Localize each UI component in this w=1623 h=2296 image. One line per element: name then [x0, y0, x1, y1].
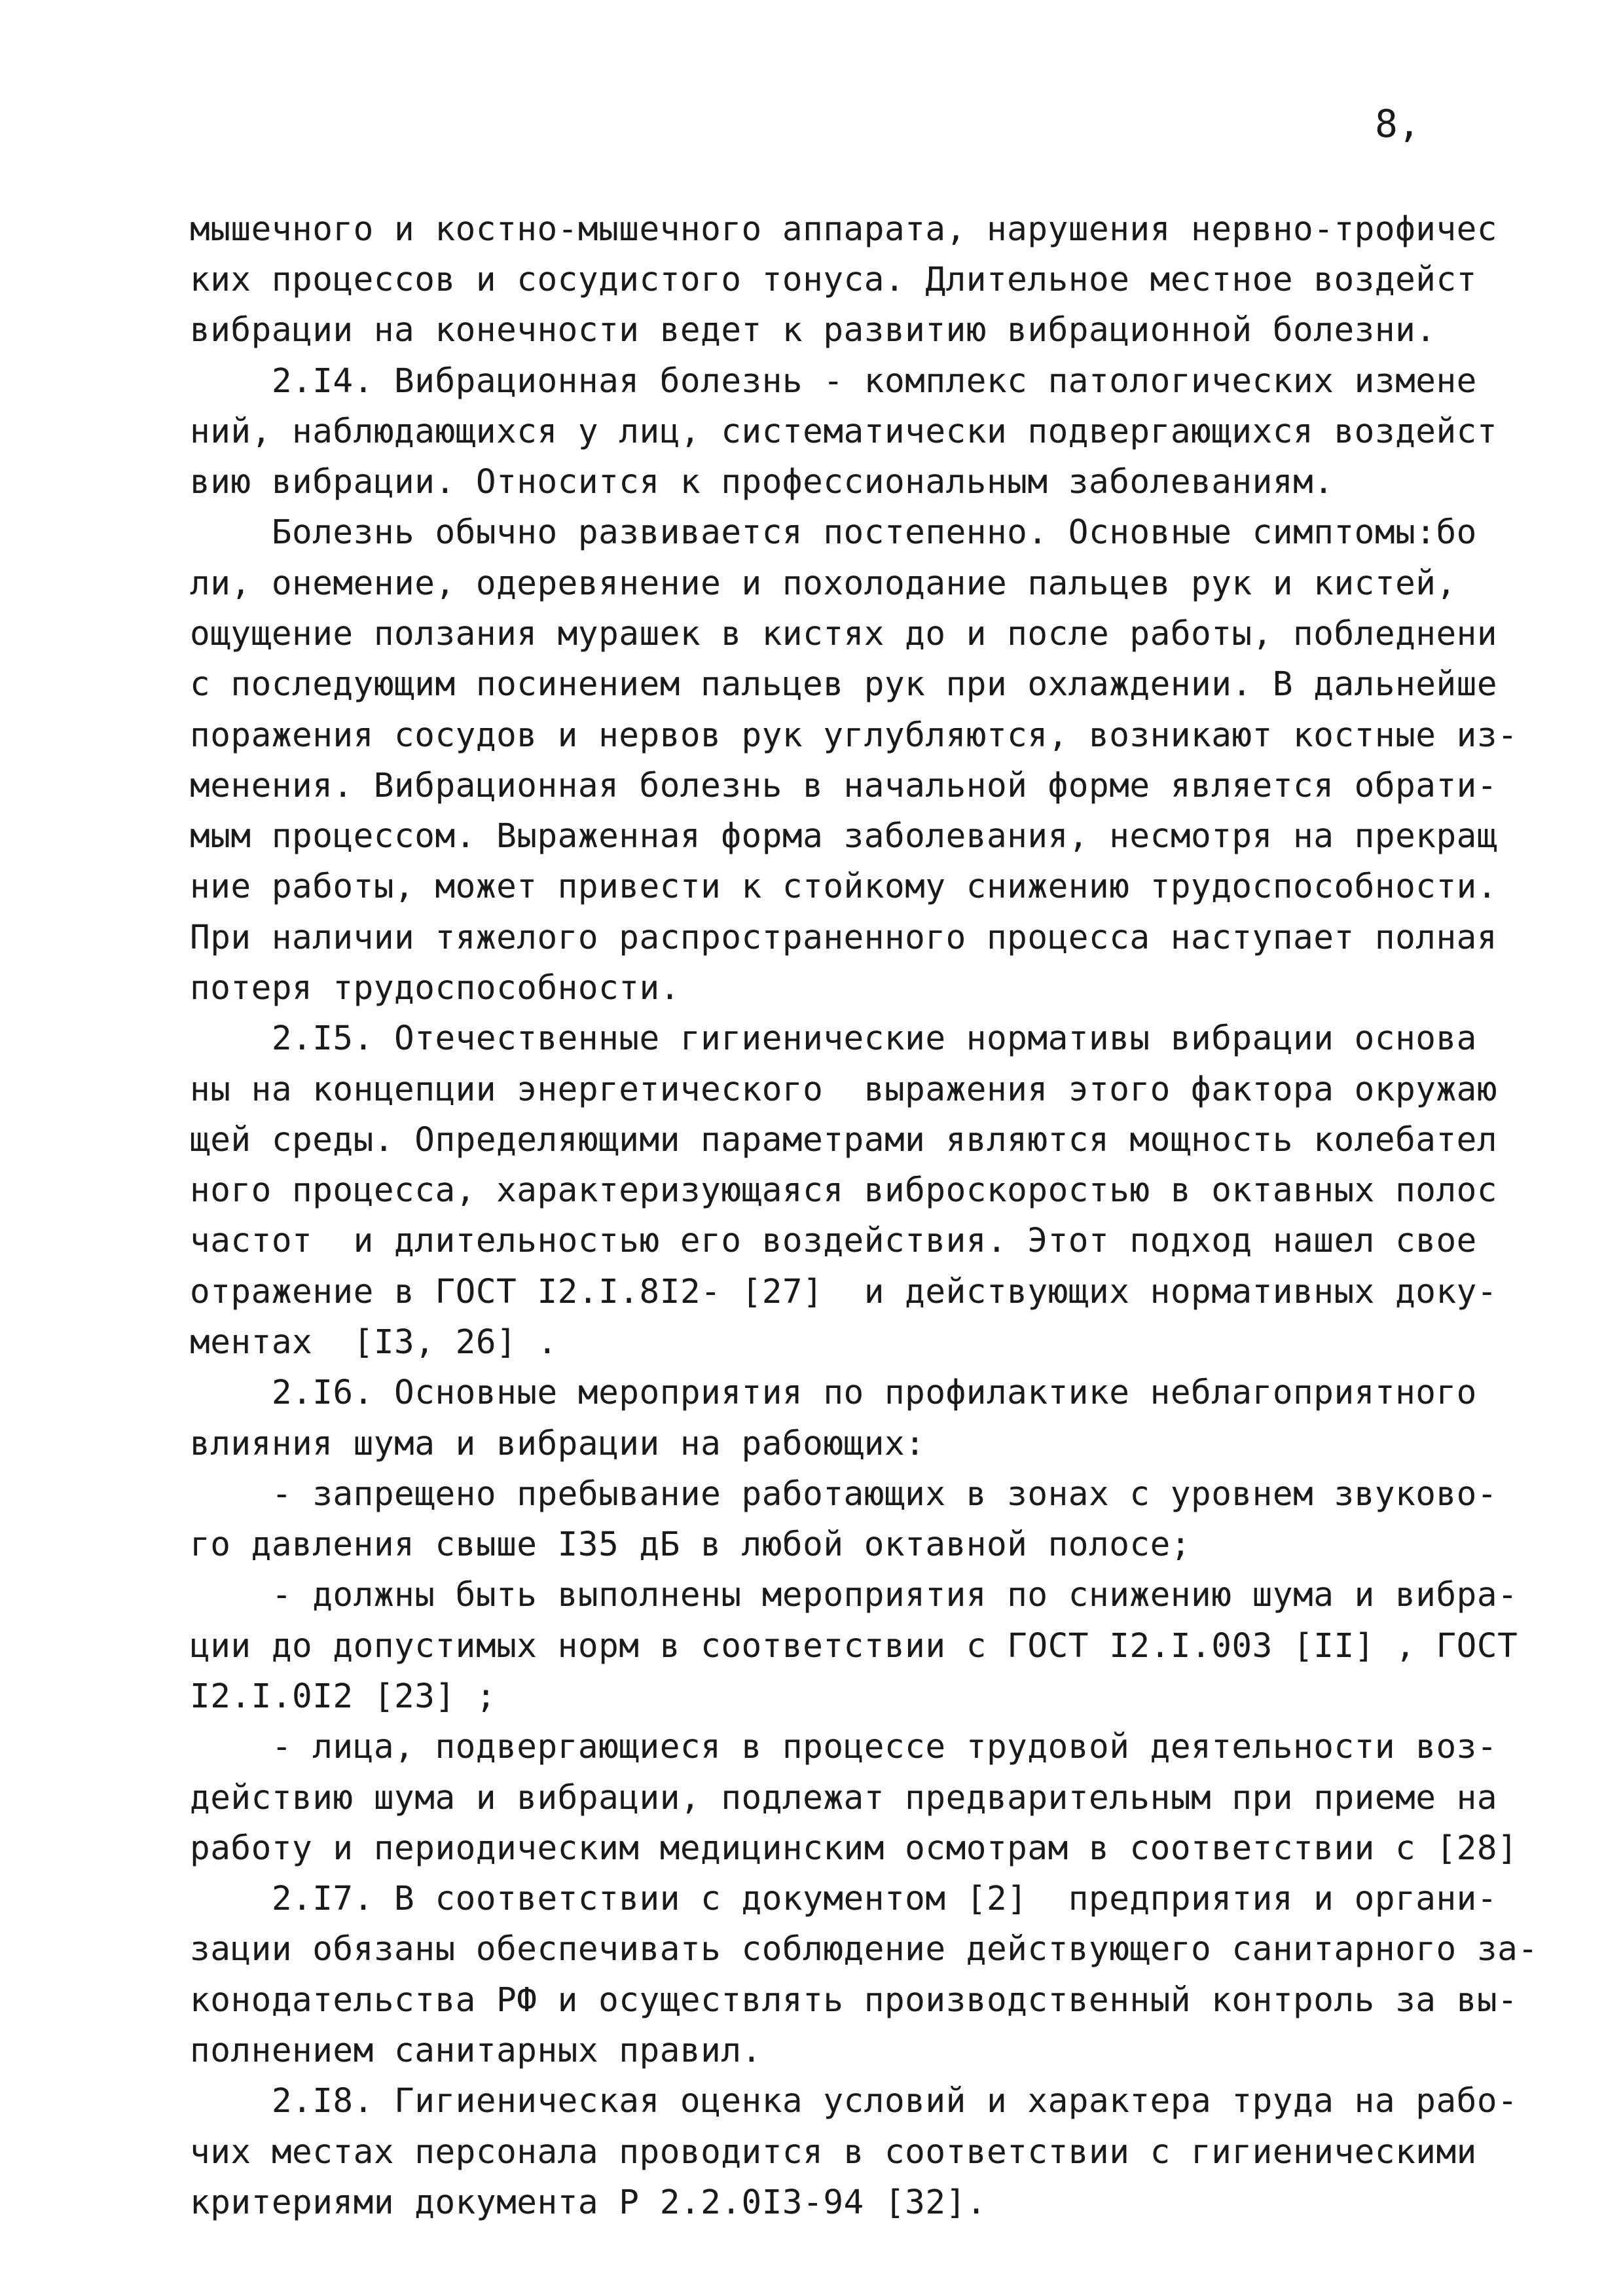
text-line: ли, онемение, одеревянение и похолодание пальцев рук и кистей, — [190, 564, 1457, 603]
text-line: чих местах персонала проводится в соответствии с гигиеническими — [190, 2133, 1477, 2172]
text-line: ментах [I3, 26] . — [190, 1323, 558, 1362]
text-line: ного процесса, характеризующаяся виброскоростью в октавных полос — [190, 1171, 1498, 1210]
page-number: 8, — [1375, 101, 1421, 146]
text-line: частот и длительностью его воздействия. Этот подход нашел свое — [190, 1222, 1477, 1260]
text-line: зации обязаны обеспечивать соблюдение действующего санитарного за- — [190, 1930, 1539, 1969]
text-line: ких процессов и сосудистого тонуса. Длительное местное воздейст — [190, 261, 1477, 299]
text-line: Болезнь обычно развивается постепенно. Основные симптомы:бо — [190, 513, 1477, 552]
text-line: I2.I.0I2 [23] ; — [190, 1677, 497, 1716]
text-line: 2.I8. Гигиеническая оценка условий и характера труда на рабо- — [190, 2082, 1518, 2121]
text-line: 2.I5. Отечественные гигиенические нормативы вибрации основа — [190, 1019, 1477, 1058]
text-line: ции до допустимых норм в соответствии с ГОСТ I2.I.003 [II] , ГОСТ — [190, 1627, 1518, 1666]
text-line: - запрещено пребывание работающих в зонах с уровнем звуково- — [190, 1475, 1498, 1514]
text-line: го давления свыше I35 дБ в любой октавной полосе; — [190, 1525, 1192, 1564]
text-line: вию вибрации. Относится к профессиональным заболеваниям. — [190, 463, 1334, 501]
text-line: потеря трудоспособности. — [190, 969, 680, 1008]
text-line: 2.I4. Вибрационная болезнь - комплекс патологических измене — [190, 362, 1477, 401]
text-line: вибрации на конечности ведет к развитию вибрационной болезни. — [190, 311, 1436, 350]
text-line: влияния шума и вибрации на рабоющих: — [190, 1425, 926, 1463]
text-line: конодательства РФ и осуществлять производственный контроль за вы- — [190, 1981, 1518, 2020]
text-line: - лица, подвергающиеся в процессе трудовой деятельности воз- — [190, 1728, 1498, 1766]
text-line: работу и периодическим медицинским осмотрам в соответствии с [28] — [190, 1829, 1518, 1868]
text-line: ние работы, может привести к стойкому снижению трудоспособности. — [190, 867, 1498, 906]
text-line: При наличии тяжелого распространенного процесса наступает полная — [190, 919, 1498, 957]
text-line: действию шума и вибрации, подлежат предварительным при приеме на — [190, 1779, 1498, 1817]
text-line: щей среды. Определяющими параметрами являются мощность колебател — [190, 1121, 1498, 1159]
text-line: с последующим посинением пальцев рук при охлаждении. В дальнейше — [190, 665, 1498, 704]
text-line: 2.I6. Основные мероприятия по профилактике неблагоприятного — [190, 1374, 1477, 1412]
text-line: 2.I7. В соответствии с документом [2] предприятия и органи- — [190, 1880, 1498, 1918]
text-line: мышечного и костно-мышечного аппарата, нарушения нервно-трофичес — [190, 210, 1498, 249]
text-line: ний, наблюдающихся у лиц, систематически подвергающихся воздейст — [190, 412, 1498, 451]
text-line: ны на концепции энергетического выражения этого фактора окружаю — [190, 1070, 1498, 1109]
text-line: ощущение ползания мурашек в кистях до и после работы, побледнени — [190, 615, 1498, 653]
text-line: мым процессом. Выраженная форма заболевания, несмотря на прекращ — [190, 817, 1498, 856]
text-line: менения. Вибрационная болезнь в начальной форме является обрати- — [190, 767, 1498, 805]
text-line: - должны быть выполнены мероприятия по снижению шума и вибра- — [190, 1576, 1518, 1614]
text-line: поражения сосудов и нервов рук углубляются, возникают костные из- — [190, 716, 1518, 755]
text-line: критериями документа Р 2.2.0I3-94 [32]. — [190, 2183, 987, 2222]
text-line: полнением санитарных правил. — [190, 2032, 762, 2070]
text-line: отражение в ГОСТ I2.I.8I2- [27] и действующих нормативных доку- — [190, 1273, 1498, 1311]
